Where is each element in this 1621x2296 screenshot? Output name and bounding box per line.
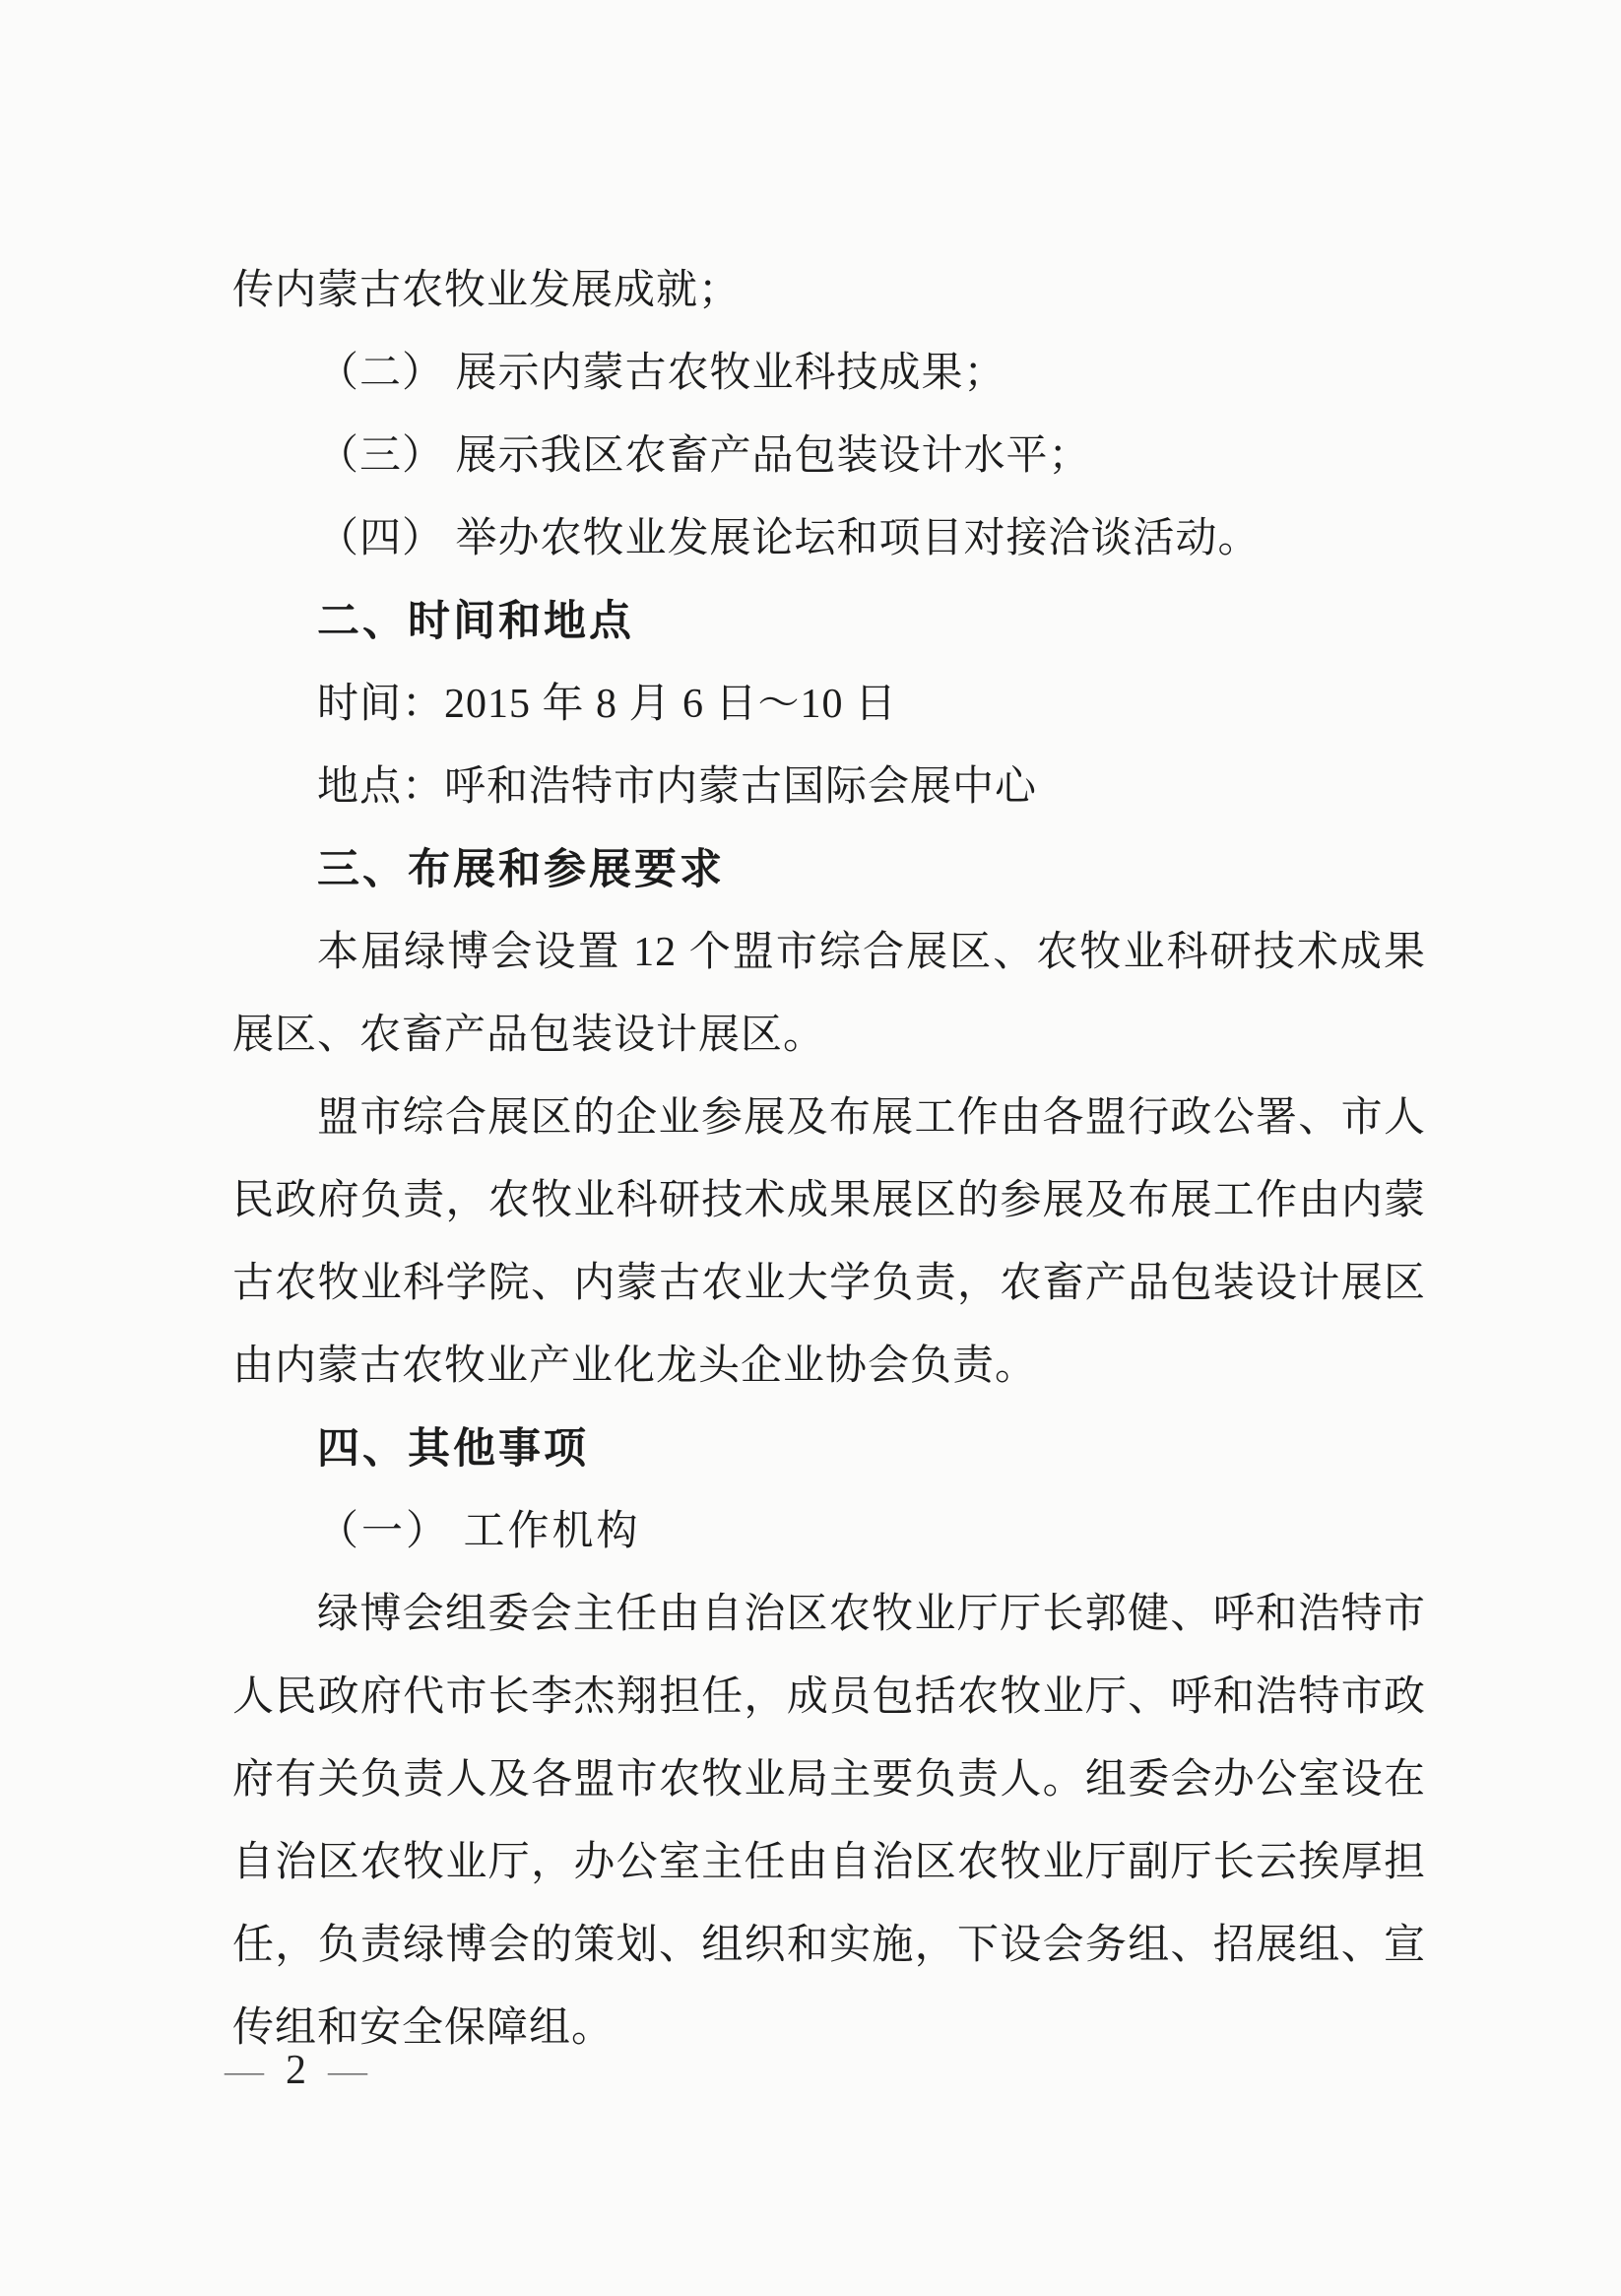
paragraph-line: 盟市综合展区的企业参展及布展工作由各盟行政公署、市人 [317,1095,1426,1141]
paragraph-line: 民政府负责，农牧业科研技术成果展区的参展及布展工作由内蒙 [232,1178,1426,1223]
line-time: 时间：2015 年 8 月 6 日～10 日 [317,682,898,727]
subheading-4-1-work-org: （一） 工作机构 [317,1509,641,1554]
document-body [232,249,1426,2069]
list-item-2: （二） 展示内蒙古农牧业科技成果； [317,351,1006,396]
footer-dash-left: — [225,2054,264,2087]
paragraph-line: 由内蒙古农牧业产业化龙头企业协会负责。 [232,1344,1038,1389]
list-item-4: （四） 举办农牧业发展论坛和项目对接洽谈活动。 [317,516,1261,561]
paragraph-line: 人民政府代市长李杰翔担任，成员包括农牧业厅、呼和浩特市政 [232,1674,1426,1720]
para-line-promo-achievements: 传内蒙古农牧业发展成就； [232,268,742,313]
line-place: 地点：呼和浩特市内蒙古国际会展中心 [317,764,1038,810]
paragraph-line: 传组和安全保障组。 [232,2005,615,2051]
page-number: 2 [286,2048,306,2093]
paragraph-line: 本届绿博会设置 12 个盟市综合展区、农牧业科研技术成果 [317,930,1426,975]
footer-dash-right: — [328,2054,367,2087]
paragraph-line: 古农牧业科学院、内蒙古农业大学负责，农畜产品包装设计展区 [232,1261,1426,1306]
list-item-3: （三） 展示我区农畜产品包装设计水平； [317,433,1091,479]
heading-section-4: 四、其他事项 [317,1425,589,1473]
heading-section-3: 三、布展和参展要求 [317,846,725,893]
page-footer [225,2045,367,2096]
paragraph-line: 绿博会组委会主任由自治区农牧业厅厅长郭健、呼和浩特市 [317,1592,1426,1637]
paragraph-line: 府有关负责人及各盟市农牧业局主要负责人。组委会办公室设在 [232,1757,1426,1803]
heading-section-2: 二、时间和地点 [317,598,634,645]
paragraph-line: 展区、农畜产品包装设计展区。 [232,1013,826,1058]
paragraph-line: 自治区农牧业厅，办公室主任由自治区农牧业厅副厅长云挨厚担 [232,1840,1426,1885]
paragraph-line: 任，负责绿博会的策划、组织和实施，下设会务组、招展组、宣 [232,1923,1426,1968]
